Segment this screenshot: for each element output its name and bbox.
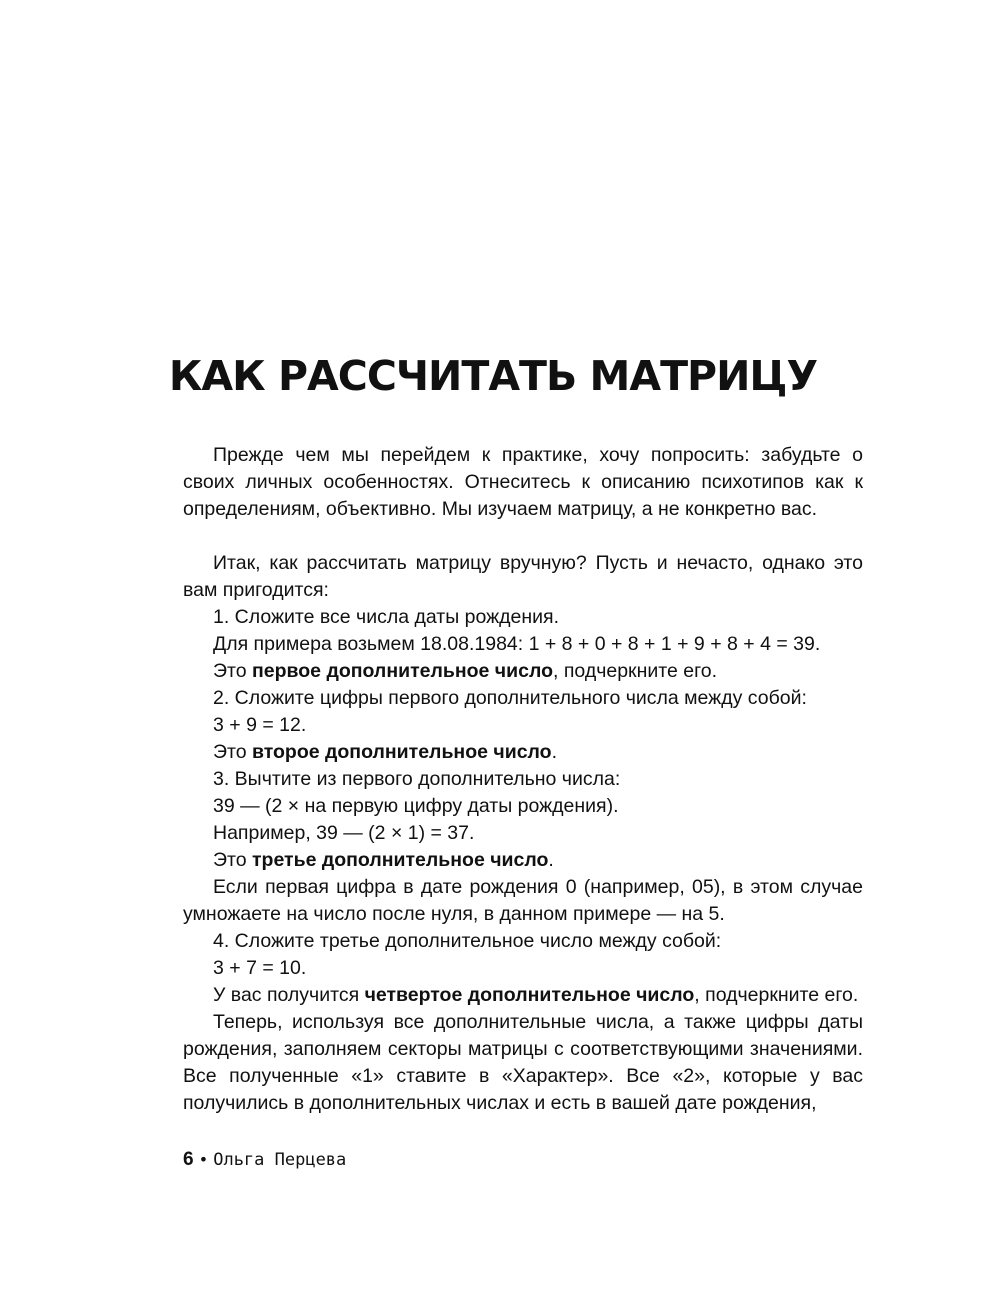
step-1-result-prefix: Это xyxy=(213,660,252,682)
fourth-additional-number-term: четвертое дополнительное число xyxy=(364,984,695,1006)
step-4-result-suffix: , подчеркните его. xyxy=(694,984,859,1006)
page-footer xyxy=(183,1149,346,1171)
intro-paragraph: Прежде чем мы перейдем к практике, хочу попросить: забудьте о своих личных особенностях. Отнеситесь к описанию психотипов как к определениям, объективно. Мы изучаем матрицу, а не конкретно вас. xyxy=(183,444,863,520)
footer-separator: • xyxy=(198,1150,209,1169)
step-3-result-suffix: . xyxy=(548,849,554,871)
step-1-heading: 1. Сложите все числа даты рождения. xyxy=(213,606,560,628)
step-3-formula: 39 — (2 × на первую цифру даты рождения). xyxy=(213,795,619,817)
lead-paragraph: Итак, как рассчитать матрицу вручную? Пусть и нечасто, однако это вам пригодится: xyxy=(183,552,863,601)
step-4-formula: 3 + 7 = 10. xyxy=(213,957,307,979)
step-3-example: Например, 39 — (2 × 1) = 37. xyxy=(213,822,475,844)
first-additional-number-term: первое дополнительное число xyxy=(252,660,554,682)
step-3-result xyxy=(183,847,863,874)
step-2-result-prefix: Это xyxy=(213,741,252,763)
closing-paragraph: Теперь, используя все дополнительные числа, а также цифры даты рождения, заполняем секторы матрицы с соответствующими значениями. Все полученные «1» ставите в «Характер». Все «2», которые у вас получились в дополнительных числах и есть в вашей дате рождения, xyxy=(183,1011,863,1114)
step-4-result-prefix: У вас получится xyxy=(213,984,365,1006)
intro-paragraph-block xyxy=(183,442,863,523)
third-additional-number-term: третье дополнительное число xyxy=(252,849,549,871)
step-4-heading: 4. Сложите третье дополнительное число между собой: xyxy=(213,930,722,952)
step-4-result xyxy=(183,982,863,1009)
page-title: КАК РАССЧИТАТЬ МАТРИЦУ xyxy=(168,352,818,400)
step-3-heading: 3. Вычтите из первого дополнительно числа: xyxy=(213,768,621,790)
second-additional-number-term: второе дополнительное число xyxy=(252,741,552,763)
step-2-result-suffix: . xyxy=(551,741,558,763)
instructions-block xyxy=(183,550,863,1117)
author-name: Ольга Перцева xyxy=(213,1150,347,1170)
step-3-note: Если первая цифра в дате рождения 0 (например, 05), в этом случае умножаете на число после нуля, в данном примере — на 5. xyxy=(183,876,863,925)
step-1-result-suffix: , подчеркните его. xyxy=(553,660,718,682)
step-2-heading: 2. Сложите цифры первого дополнительного числа между собой: xyxy=(213,687,807,709)
step-2-formula: 3 + 9 = 12. xyxy=(213,714,307,736)
page-number: 6 xyxy=(183,1149,194,1170)
step-2-result xyxy=(183,739,863,766)
step-1-result xyxy=(183,658,863,685)
step-3-result-prefix: Это xyxy=(213,849,252,871)
step-1-example: Для примера возьмем 18.08.1984: 1 + 8 + 0 + 8 + 1 + 9 + 8 + 4 = 39. xyxy=(213,633,821,655)
